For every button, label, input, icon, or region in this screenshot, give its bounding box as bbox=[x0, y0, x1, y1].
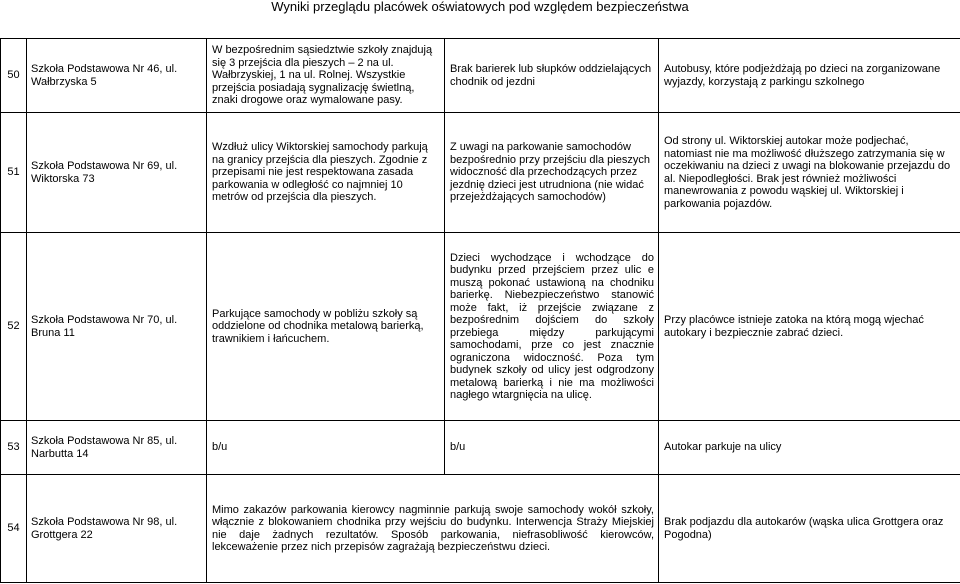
bus-access-cell: Brak podjazdu dla autokarów (wąska ulica Grottgera oraz Pogodna) bbox=[659, 475, 960, 583]
crossings-cell: b/u bbox=[207, 421, 445, 475]
bus-access-cell: Autokar parkuje na ulicy bbox=[659, 421, 960, 475]
row-number: 50 bbox=[1, 39, 27, 113]
crossings-cell: Parkujące samochody w pobliżu szkoły są oddzielone od chodnika metalową barierką, trawnikiem i łańcuchem. bbox=[207, 233, 445, 421]
row-number: 54 bbox=[1, 475, 27, 583]
crossings-cell: Wzdłuż ulicy Wiktorskiej samochody parkują na granicy przejścia dla pieszych. Zgodnie z przepisami nie jest respektowana zasada parkowania w odległość co najmniej 10 metrów od przejścia dla pieszych. bbox=[207, 113, 445, 233]
school-name: Szkoła Podstawowa Nr 70, ul. Bruna 11 bbox=[27, 233, 207, 421]
table-row bbox=[1, 475, 960, 583]
school-name: Szkoła Podstawowa Nr 98, ul. Grottgera 22 bbox=[27, 475, 207, 583]
crossings-cell: W bezpośrednim sąsiedztwie szkoły znajdują się 3 przejścia dla pieszych – 2 na ul. Wałbrzyskiej, 1 na ul. Rolnej. Wszystkie przejścia posiadają sygnalizację świetlną, znaki drogowe oraz wymalowane pasy. bbox=[207, 39, 445, 113]
page-title: Wyniki przeglądu placówek oświatowych pod względem bezpieczeństwa bbox=[271, 0, 689, 14]
row-number: 53 bbox=[1, 421, 27, 475]
table-row bbox=[1, 421, 960, 475]
row-number: 51 bbox=[1, 113, 27, 233]
bus-access-cell: Autobusy, które podjeżdżają po dzieci na zorganizowane wyjazdy, korzystają z parkingu szkolnego bbox=[659, 39, 960, 113]
bus-access-cell: Od strony ul. Wiktorskiej autokar może podjechać, natomiast nie ma możliwość dłuższego zatrzymania się w oczekiwaniu na dzieci z uwagi na blokowanie przejazdu do al. Niepodległości. Brak jest również możliwości manewrowania z powodu wąskiej ul. Wiktorskiej i parkowania pojazdów. bbox=[659, 113, 960, 233]
table-row bbox=[1, 233, 960, 421]
parking-issues-cell: Mimo zakazów parkowania kierowcy nagminnie parkują swoje samochody wokół szkoły, włącznie z blokowaniem chodnika przy wejściu do budynku. Interwencja Straży Miejskiej nie daje żadnych rezultatów. Sposób parkowania, niefrasobliwość kierowców, lekceważenie przez nich przepisów zagrażają bezpieczeństwu dzieci. bbox=[207, 475, 659, 583]
hazards-cell: Dzieci wychodzące i wchodzące do budynku przed przejściem przez ulic e muszą pokonać ustawioną na chodniku barierkę. Niebezpieczeństwo stanowić może fakt, iż przejście związane z bezpośrednim dojściem do szkoły przebiega między parkującymi samochodami, prze co jest znacznie ograniczona widoczność. Poza tym budynek szkoły od ulicy jest odgrodzony metalową barierką i nie ma możliwości nagłego wtargnięcia na ulicę. bbox=[445, 233, 659, 421]
row-number: 52 bbox=[1, 233, 27, 421]
school-name: Szkoła Podstawowa Nr 85, ul. Narbutta 14 bbox=[27, 421, 207, 475]
results-table bbox=[0, 38, 960, 583]
school-name: Szkoła Podstawowa Nr 46, ul. Wałbrzyska 5 bbox=[27, 39, 207, 113]
table-row bbox=[1, 39, 960, 113]
school-name: Szkoła Podstawowa Nr 69, ul. Wiktorska 73 bbox=[27, 113, 207, 233]
hazards-cell: Z uwagi na parkowanie samochodów bezpośrednio przy przejściu dla pieszych widoczność dla przechodzących przez jezdnię dzieci jest utrudniona (nie widać przejeżdżających samochodów) bbox=[445, 113, 659, 233]
hazards-cell: Brak barierek lub słupków oddzielających chodnik od jezdni bbox=[445, 39, 659, 113]
bus-access-cell: Przy placówce istnieje zatoka na którą mogą wjechać autokary i bezpiecznie zabrać dzieci. bbox=[659, 233, 960, 421]
hazards-cell: b/u bbox=[445, 421, 659, 475]
table-row bbox=[1, 113, 960, 233]
